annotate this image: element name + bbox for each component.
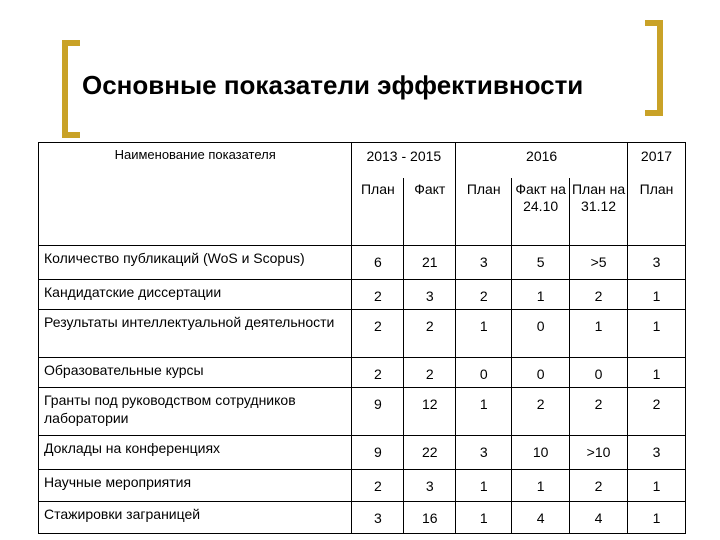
- header-year-2016: 2016: [456, 143, 628, 179]
- value-cell: 2: [352, 470, 404, 502]
- value-cell: >5: [570, 246, 628, 280]
- header-indicator-name: Наименование показателя: [39, 143, 352, 246]
- subheader-plan: План: [628, 178, 686, 246]
- table-row: [39, 358, 686, 388]
- table-row: [39, 388, 686, 436]
- value-cell: 2: [404, 310, 456, 358]
- indicator-name-cell: Стажировки заграницей: [39, 502, 352, 534]
- indicator-name-cell: Доклады на конференциях: [39, 436, 352, 470]
- table-row: [39, 436, 686, 470]
- value-cell: 3: [404, 470, 456, 502]
- value-cell: 1: [456, 310, 512, 358]
- value-cell: 3: [456, 436, 512, 470]
- value-cell: 4: [570, 502, 628, 534]
- value-cell: 2: [570, 388, 628, 436]
- header-year-2017: 2017: [628, 143, 686, 179]
- table-row: [39, 246, 686, 280]
- value-cell: 2: [352, 310, 404, 358]
- table-row: [39, 310, 686, 358]
- value-cell: >10: [570, 436, 628, 470]
- indicator-name-cell: Гранты под руководством сотрудников лаборатории: [39, 388, 352, 436]
- subheader-plan-31-12: План на 31.12: [570, 178, 628, 246]
- value-cell: 1: [512, 470, 570, 502]
- value-cell: 3: [404, 280, 456, 310]
- value-cell: 1: [570, 310, 628, 358]
- value-cell: 12: [404, 388, 456, 436]
- value-cell: 0: [456, 358, 512, 388]
- value-cell: 16: [404, 502, 456, 534]
- value-cell: 2: [352, 358, 404, 388]
- value-cell: 1: [456, 470, 512, 502]
- value-cell: 1: [628, 358, 686, 388]
- table-row: [39, 470, 686, 502]
- left-bracket-decoration: [62, 40, 80, 138]
- value-cell: 1: [628, 280, 686, 310]
- subheader-plan: План: [352, 178, 404, 246]
- indicator-name-cell: Образовательные курсы: [39, 358, 352, 388]
- value-cell: 1: [456, 502, 512, 534]
- value-cell: 22: [404, 436, 456, 470]
- value-cell: 1: [628, 502, 686, 534]
- value-cell: 6: [352, 246, 404, 280]
- value-cell: 9: [352, 388, 404, 436]
- value-cell: 2: [512, 388, 570, 436]
- indicator-name-cell: Количество публикаций (WoS и Scopus): [39, 246, 352, 280]
- value-cell: 0: [570, 358, 628, 388]
- value-cell: 3: [456, 246, 512, 280]
- page-title: Основные показатели эффективности: [82, 70, 584, 100]
- value-cell: 4: [512, 502, 570, 534]
- value-cell: 2: [456, 280, 512, 310]
- table-row: [39, 502, 686, 534]
- subheader-plan: План: [456, 178, 512, 246]
- value-cell: 2: [628, 388, 686, 436]
- indicator-name-cell: Результаты интеллектуальной деятельности: [39, 310, 352, 358]
- indicators-table: [38, 142, 686, 534]
- value-cell: 3: [628, 246, 686, 280]
- table-body: [39, 246, 686, 534]
- header-row-years: [39, 143, 686, 179]
- value-cell: 9: [352, 436, 404, 470]
- right-bracket-decoration: [645, 20, 663, 116]
- value-cell: 0: [512, 358, 570, 388]
- value-cell: 3: [628, 436, 686, 470]
- value-cell: 21: [404, 246, 456, 280]
- indicator-name-cell: Научные мероприятия: [39, 470, 352, 502]
- value-cell: 1: [628, 310, 686, 358]
- value-cell: 2: [404, 358, 456, 388]
- value-cell: 10: [512, 436, 570, 470]
- value-cell: 5: [512, 246, 570, 280]
- subheader-fact: Факт: [404, 178, 456, 246]
- value-cell: 3: [352, 502, 404, 534]
- subheader-fact-24-10: Факт на 24.10: [512, 178, 570, 246]
- value-cell: 2: [570, 470, 628, 502]
- value-cell: 1: [456, 388, 512, 436]
- value-cell: 0: [512, 310, 570, 358]
- value-cell: 1: [512, 280, 570, 310]
- header-year-2013-2015: 2013 - 2015: [352, 143, 456, 179]
- table-row: [39, 280, 686, 310]
- value-cell: 2: [570, 280, 628, 310]
- indicator-name-cell: Кандидатские диссертации: [39, 280, 352, 310]
- value-cell: 1: [628, 470, 686, 502]
- value-cell: 2: [352, 280, 404, 310]
